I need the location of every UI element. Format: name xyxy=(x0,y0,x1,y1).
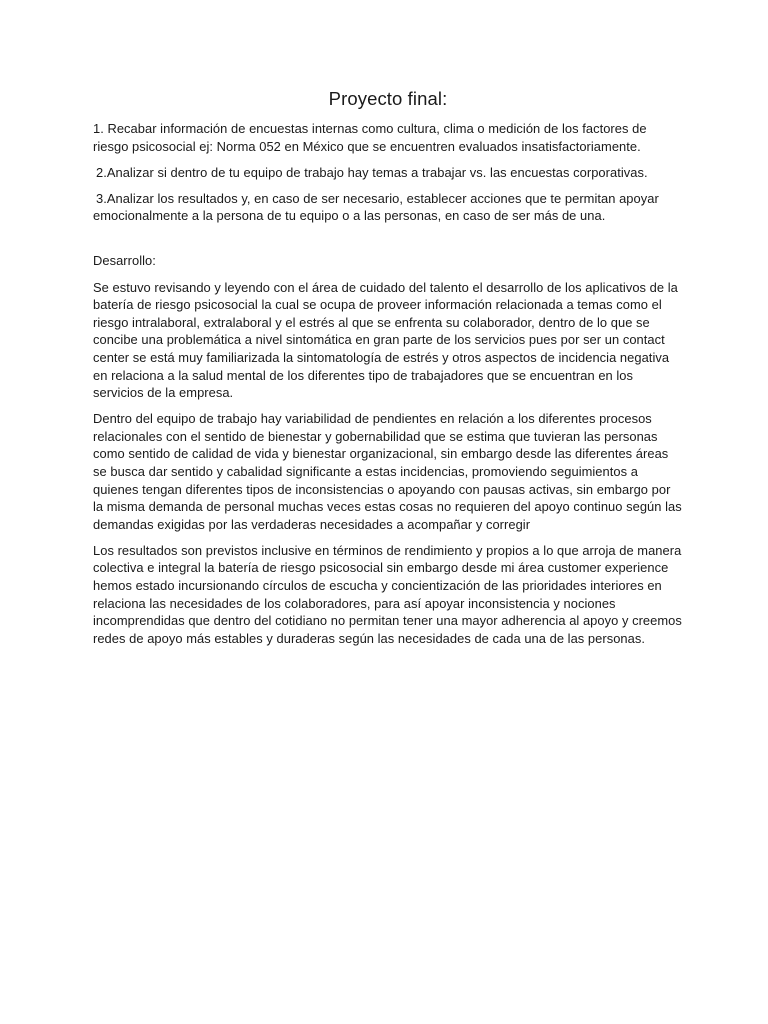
body-paragraph: Los resultados son previstos inclusive en términos de rendimiento y propios a lo que arroja de manera colectiva e integral la batería de riesgo psicosocial sin embargo desde mi área customer experience hemos estado incursionando círculos de escucha y concientización de las prioridades interiores en relaciona las necesidades de los colaboradores, para así apoyar inconsistencia y nociones incomprendidas que dentro del cotidiano no permitan tener una mayor adherencia al apoyo y creemos redes de apoyo más estables y duraderas según las necesidades de cada una de las personas. xyxy=(93,542,682,646)
body-paragraph: Dentro del equipo de trabajo hay variabilidad de pendientes en relación a los diferentes procesos relacionales con el sentido de bienestar y gobernabilidad que se estima que tuvieran las personas como sentido de calidad de vida y bienestar organizacional, sin embargo desde las diferentes áreas se busca dar sentido y cabalidad significante a estas incidencias, promoviendo seguimientos a quienes tengan diferentes tipos de inconsistencias o apoyando con pausas activas, sin embargo por la misma demanda de personal muchas veces estas cosas no requieren del apoyo continuo según las demandas exigidas por las verdaderas necesidades a acompañar y corregir xyxy=(93,411,682,532)
task-item-2: 2.Analizar si dentro de tu equipo de trabajo hay temas a trabajar vs. las encuestas corporativas. xyxy=(96,164,648,180)
document-title: Proyecto final: xyxy=(328,88,448,109)
task-item-1: 1. Recabar información de encuestas internas como cultura, clima o medición de los factores de riesgo psicosocial ej: Norma 052 en México que se encuentren evaluados insatisfactoriamente. xyxy=(93,121,647,154)
task-item-3: 3.Analizar los resultados y, en caso de ser necesario, establecer acciones que te permitan apoyar emocionalmente a la persona de tu equipo o a las personas, en caso de ser más de una. xyxy=(93,190,659,224)
document-body xyxy=(93,88,683,656)
section-heading: Desarrollo: xyxy=(93,252,156,268)
body-paragraph: Se estuvo revisando y leyendo con el área de cuidado del talento el desarrollo de los aplicativos de la batería de riesgo psicosocial la cual se ocupa de proveer información relacionada a temas como el riesgo intralaboral, extralaboral y el estrés al que se enfrenta su colaborador, dentro de lo que se concibe una problemática a nivel sintomática en gran parte de los servicios pues por ser un contact center se está muy familiarizada la sintomatología de estrés y otros aspectos de incidencia negativa en relaciona a la salud mental de los diferentes tipo de trabajadores que se encuentran en los servicios de la empresa. xyxy=(93,279,678,401)
